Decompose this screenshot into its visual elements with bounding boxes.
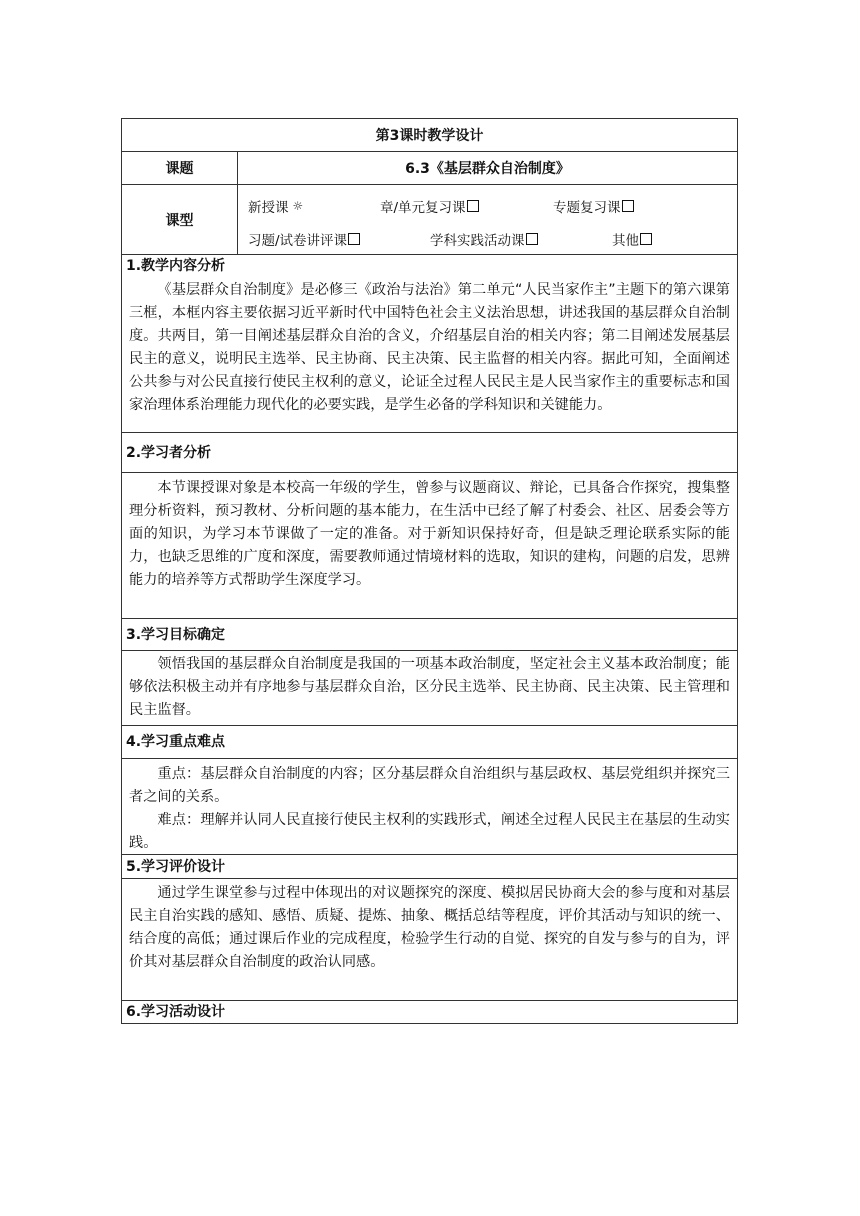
option-other[interactable]: [612, 229, 652, 249]
section-6-heading: 6.学习活动设计: [122, 1000, 737, 1023]
lesson-design-table: [121, 118, 738, 1024]
checkbox-icon: [640, 233, 652, 245]
section-1-body: [122, 277, 737, 432]
paragraph: 难点：理解并认同人民直接行使民主权利的实践形式，阐述全过程人民民主在基层的生动实践。: [129, 812, 730, 851]
option-new-lesson[interactable]: [248, 196, 303, 216]
checkbox-icon: [467, 200, 479, 212]
option-label: 专题复习课: [553, 200, 621, 216]
option-label: 学科实践活动课: [430, 233, 525, 249]
paragraph: 重点：基层群众自治制度的内容；区分基层群众自治组织与基层政权、基层党组织并探究三者之间的关系。: [129, 766, 730, 805]
paragraph: 《基层群众自治制度》是必修三《政治与法治》第二单元“人民当家作主”主题下的第六课第三框，本框内容主要依据习近平新时代中国特色社会主义法治思想，讲述我国的基层群众自治制度。共两目，第一目阐述基层群众自治的含义，介绍基层自治的相关内容；第二目阐述发展基层民主的意义，说明民主选举、民主协商、民主决策、民主监督的相关内容。据此可知，全面阐述公共参与对公民直接行使民主权利的意义，论证全过程人民民主是人民当家作主的重要标志和国家治理体系治理能力现代化的必要实践，是学生必备的学科知识和关键能力。: [129, 282, 730, 413]
option-label: 新授课: [248, 200, 289, 216]
section-5-body: [122, 878, 737, 1000]
course-type-row: [122, 184, 737, 254]
section-4-body: [122, 758, 737, 854]
topic-label: 课题: [122, 152, 238, 184]
section-3-heading: 3.学习目标确定: [122, 618, 737, 650]
section-3-body: [122, 650, 737, 725]
section-2-body: [122, 472, 737, 618]
section-2-heading: 2.学习者分析: [122, 432, 737, 472]
section-5-heading: 5.学习评价设计: [122, 854, 737, 878]
course-type-label: 课型: [122, 185, 238, 254]
option-label: 章/单元复习课: [380, 200, 466, 216]
course-type-options: [238, 185, 737, 254]
selected-sun-icon: ☼: [292, 199, 304, 213]
section-4-heading: 4.学习重点难点: [122, 725, 737, 758]
checkbox-icon: [622, 200, 634, 212]
option-label: 习题/试卷讲评课: [248, 233, 348, 249]
topic-value: 6.3《基层群众自治制度》: [405, 161, 570, 177]
paragraph: 通过学生课堂参与过程中体现出的对议题探究的深度、模拟居民协商大会的参与度和对基层民主自治实践的感知、感悟、质疑、提炼、抽象、概括总结等程度，评价其活动与知识的统一、结合度的高低；通过课后作业的完成程度，检验学生行动的自觉、探究的自发与参与的自为，评价其对基层群众自治制度的政治认同感。: [129, 885, 730, 970]
option-practice-activity[interactable]: [430, 229, 538, 249]
checkbox-icon: [348, 233, 360, 245]
table-title: 第3课时教学设计: [375, 128, 484, 144]
option-exercise-review[interactable]: [248, 229, 360, 249]
paragraph: 本节课授课对象是本校高一年级的学生，曾参与议题商议、辩论，已具备合作探究，搜集整理分析资料，预习教材、分析问题的基本能力，在生活中已经了解了村委会、社区、居委会等方面的知识，为学习本节课做了一定的准备。对于新知识保持好奇，但是缺乏理论联系实际的能力，也缺乏思维的广度和深度，需要教师通过情境材料的选取，知识的建构，问题的启发，思辨能力的培养等方式帮助学生深度学习。: [129, 480, 730, 588]
topic-row: [122, 151, 737, 184]
option-unit-review[interactable]: [380, 196, 479, 216]
option-topic-review[interactable]: [553, 196, 634, 216]
checkbox-icon: [526, 233, 538, 245]
paragraph: 领悟我国的基层群众自治制度是我国的一项基本政治制度，坚定社会主义基本政治制度；能够依法积极主动并有序地参与基层群众自治，区分民主选举、民主协商、民主决策、民主管理和民主监督。: [129, 656, 730, 718]
section-1-heading: 1.教学内容分析: [122, 254, 737, 277]
option-label: 其他: [612, 233, 639, 249]
